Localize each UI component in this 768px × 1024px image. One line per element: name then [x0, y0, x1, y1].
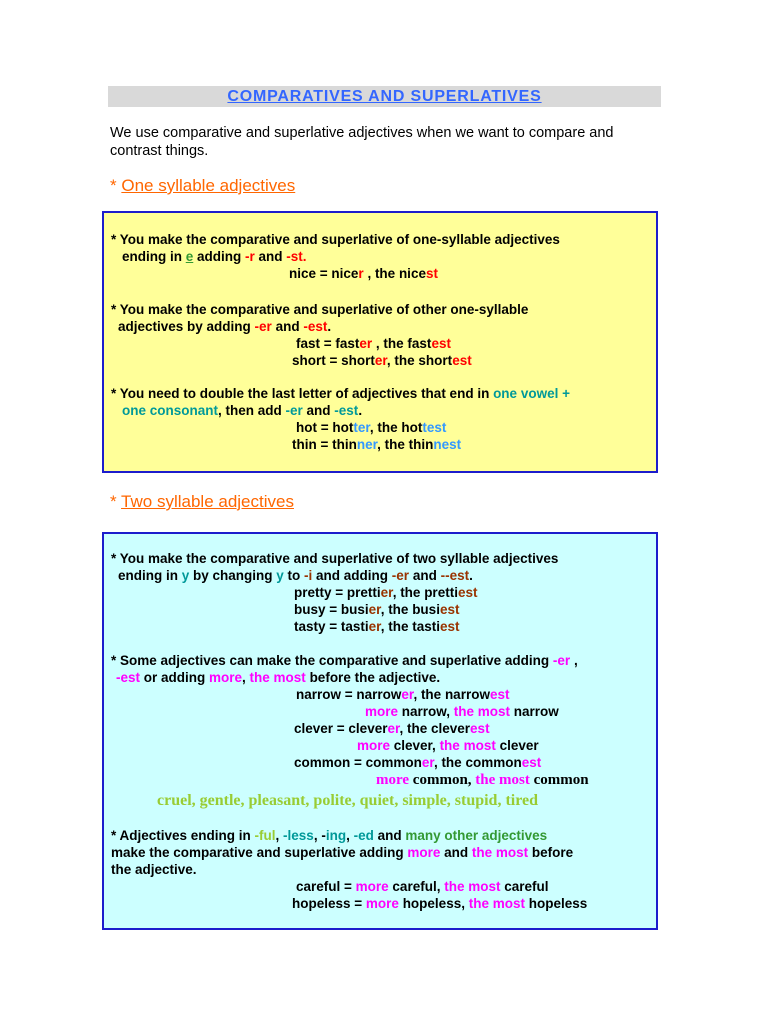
rule-text: * Adjectives ending in -ful, -less, -ing, -ed and many other adjectives [111, 828, 548, 843]
example-line: more narrow, the most narrow [365, 704, 559, 719]
heading-text: One syllable adjectives [121, 176, 296, 195]
rule-text: * Some adjectives can make the comparative and superlative adding -er , [111, 653, 578, 668]
rule-text: * You need to double the last letter of adjectives that end in one vowel + [111, 386, 570, 401]
example-line: short = shorter, the shortest [292, 353, 472, 368]
example-line: more clever, the most clever [357, 738, 539, 753]
heading-bullet: * [110, 492, 117, 511]
rule-text: adjectives by adding -er and -est. [118, 319, 332, 334]
example-line: tasty = tastier, the tastiest [294, 619, 460, 634]
example-line: fast = faster , the fastest [296, 336, 451, 351]
rule-text: the adjective. [111, 862, 197, 877]
example-line: clever = cleverer, the cleverest [294, 721, 490, 736]
title-bar [108, 86, 661, 107]
rule-text: make the comparative and superlative adding more and the most before [111, 845, 574, 860]
rule-text: ending in y by changing y to -i and adding -er and --est. [118, 568, 473, 583]
rule-text: * You make the comparative and superlative of two syllable adjectives [111, 551, 559, 566]
example-line: careful = more careful, the most careful [296, 879, 549, 894]
rule-text: -est or adding more, the most before the adjective. [116, 670, 441, 685]
section-heading-one-syllable [110, 176, 295, 196]
example-line: hot = hotter, the hottest [296, 420, 447, 435]
rule-text: ending in e adding -r and -st. [122, 249, 307, 264]
page-title: COMPARATIVES AND SUPERLATIVES [227, 88, 542, 105]
example-line: busy = busier, the busiest [294, 602, 460, 617]
adjective-word-list: cruel, gentle, pleasant, polite, quiet, simple, stupid, tired [157, 792, 539, 809]
example-line: more common, the most common [376, 772, 589, 788]
one-syllable-rules-box [102, 211, 658, 473]
example-line: hopeless = more hopeless, the most hopeless [292, 896, 588, 911]
example-line: common = commoner, the commonest [294, 755, 542, 770]
example-line: nice = nicer , the nicest [289, 266, 438, 281]
two-syllable-rules-box [102, 532, 658, 930]
example-line: pretty = prettier, the prettiest [294, 585, 478, 600]
heading-bullet: * [110, 176, 117, 195]
rule-text: one consonant, then add -er and -est. [122, 403, 363, 418]
example-line: narrow = narrower, the narrowest [296, 687, 510, 702]
heading-text: Two syllable adjectives [121, 492, 294, 511]
rule-text: * You make the comparative and superlative of other one-syllable [111, 302, 529, 317]
section-heading-two-syllable [110, 492, 294, 512]
rule-text: * You make the comparative and superlative of one-syllable adjectives [111, 232, 560, 247]
intro-text: We use comparative and superlative adjectives when we want to compare and contrast things. [110, 125, 614, 159]
example-line: thin = thinner, the thinnest [292, 437, 462, 452]
